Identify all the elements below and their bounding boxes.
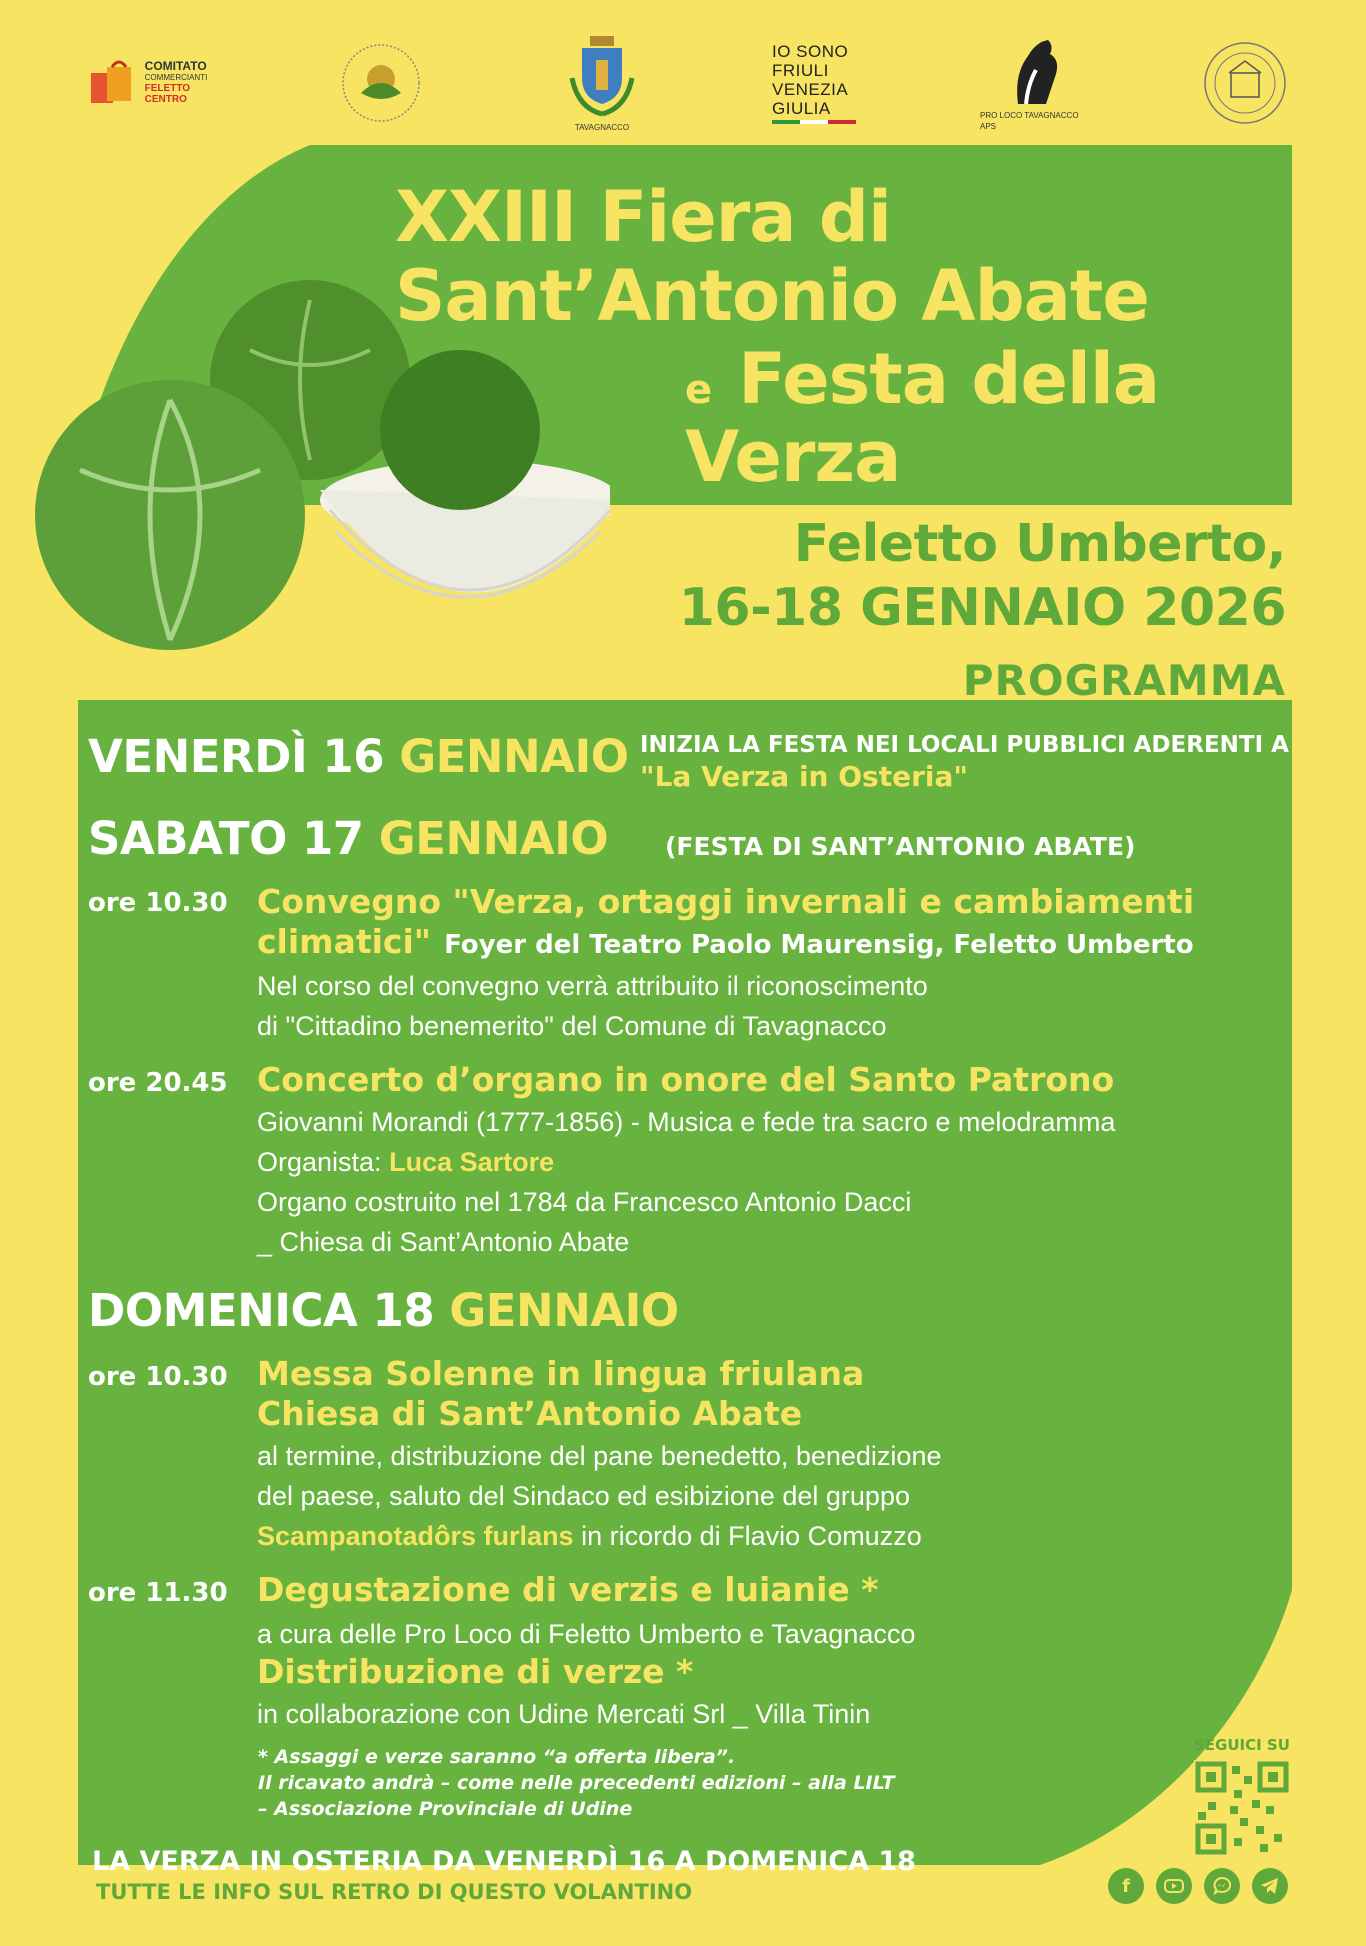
footer-line-2: TUTTE LE INFO SUL RETRO DI QUESTO VOLANTINO <box>92 1880 696 1904</box>
logo-comitato-line3: FELETTO <box>144 83 191 94</box>
sunday-note-3: – Associazione Provinciale di Udine <box>258 1798 633 1820</box>
saturday-ev1-title-row-2 <box>257 922 1194 961</box>
seguici-su-label: SEGUICI SU <box>1194 1736 1290 1754</box>
saturday-ev1-time: ore 10.30 <box>88 888 228 918</box>
saturday-ev1-text-1: Nel corso del convegno verrà attribuito il riconoscimento <box>257 971 928 1001</box>
sunday-ev1-title-1: Messa Solenne in lingua friulana <box>257 1354 865 1393</box>
saturday-ev1-text-2: di "Cittadino benemerito" del Comune di Tavagnacco <box>257 1011 887 1041</box>
logo-proloco-label: PRO LOCO TAVAGNACCO APS <box>980 111 1079 131</box>
logo-tavagnacco-label: TAVAGNACCO <box>574 122 630 132</box>
saturday-ev1-place: Foyer del Teatro Paolo Maurensig, Feletto Umberto <box>444 930 1194 960</box>
title-line-3: Festa della <box>738 338 1160 420</box>
organist-name: Luca Sartore <box>389 1147 555 1177</box>
title-line-3-row <box>685 338 1159 420</box>
saturday-ev2-organist-row <box>257 1142 554 1182</box>
fvg-line-1: IO SONO <box>772 42 849 61</box>
sunday-note-2: Il ricavato andrà – come nelle precedenti edizioni – alla LILT <box>258 1772 895 1794</box>
saturday-ev2-title: Concerto d’organo in onore del Santo Patrono <box>257 1060 1115 1099</box>
sunday-ev2-text-1: a cura delle Pro Loco di Feletto Umberto e Tavagnacco <box>257 1619 916 1649</box>
title-line-2: Sant’Antonio Abate <box>395 255 1149 337</box>
logo-comitato-line1: COMITATO <box>144 59 207 73</box>
saturday-ev1-title-1: Convegno "Verza, ortaggi invernali e cambiamenti <box>257 882 1195 921</box>
sunday-ev1-text-2: del paese, saluto del Sindaco ed esibizione del gruppo <box>257 1481 910 1511</box>
youtube-icon[interactable] <box>1156 1868 1192 1904</box>
sunday-ev2-title-1: Degustazione di verzis e luianie * <box>257 1570 879 1609</box>
sunday-ev1-title-2: Chiesa di Sant’Antonio Abate <box>257 1394 803 1433</box>
event-location: Feletto Umberto, <box>793 514 1286 574</box>
fvg-line-4: GIULIA <box>772 99 831 118</box>
sunday-ev1-time: ore 10.30 <box>88 1362 228 1392</box>
logo-comitato-line4: CENTRO <box>144 94 187 105</box>
group-memorial: in ricordo di Flavio Comuzzo <box>581 1521 922 1551</box>
sunday-day: DOMENICA 18 <box>88 1284 435 1337</box>
friday-month: GENNAIO <box>399 730 629 783</box>
saturday-ev2-text-3: Organo costruito nel 1784 da Francesco Antonio Dacci <box>257 1187 912 1217</box>
organist-label: Organista: <box>257 1147 382 1177</box>
friday-day-label <box>88 730 629 783</box>
programma-heading: PROGRAMMA <box>962 656 1286 705</box>
sunday-ev1-group-row <box>257 1516 922 1556</box>
fvg-line-3: VENEZIA <box>772 80 849 99</box>
telegram-icon[interactable] <box>1252 1868 1288 1904</box>
saturday-ev2-text-4: _ Chiesa di Sant’Antonio Abate <box>257 1227 630 1257</box>
saturday-note: (FESTA DI SANT’ANTONIO ABATE) <box>665 832 1136 861</box>
event-dates: 16-18 GENNAIO 2026 <box>678 578 1286 638</box>
friday-day: VENERDÌ 16 <box>88 730 385 783</box>
fvg-line-2: FRIULI <box>772 61 829 80</box>
sunday-month: GENNAIO <box>449 1284 679 1337</box>
group-name: Scampanotadôrs furlans <box>257 1521 574 1551</box>
friday-desc-2: "La Verza in Osteria" <box>640 760 968 793</box>
saturday-month: GENNAIO <box>378 812 609 865</box>
title-line-4: Verza <box>685 416 901 498</box>
messenger-icon[interactable] <box>1204 1868 1240 1904</box>
saturday-day-label <box>88 812 608 865</box>
title-line-1: XXIII Fiera di <box>395 176 891 258</box>
saturday-ev1-title-2: climatici" <box>257 922 431 961</box>
sunday-ev1-text-1: al termine, distribuzione del pane benedetto, benedizione <box>257 1441 942 1471</box>
title-line-3-e: e <box>685 367 713 413</box>
footer-line-1: LA VERZA IN OSTERIA DA VENERDÌ 16 A DOMENICA 18 <box>92 1846 916 1877</box>
sunday-note-1: * Assaggi e verze saranno “a offerta libera”. <box>258 1746 736 1768</box>
saturday-ev2-time: ore 20.45 <box>88 1068 228 1098</box>
saturday-day: SABATO 17 <box>88 812 364 865</box>
sunday-ev2-title-2: Distribuzione di verze * <box>257 1652 694 1691</box>
sunday-day-label <box>88 1284 679 1337</box>
sunday-ev2-time: ore 11.30 <box>88 1578 228 1608</box>
sunday-ev2-text-2: in collaborazione con Udine Mercati Srl _ Villa Tinin <box>257 1699 871 1729</box>
qr-code-icon[interactable] <box>1194 1760 1290 1856</box>
friday-desc-1: INIZIA LA FESTA NEI LOCALI PUBBLICI ADERENTI A <box>640 732 1289 758</box>
saturday-ev2-text-1: Giovanni Morandi (1777-1856) - Musica e fede tra sacro e melodramma <box>257 1107 1116 1137</box>
logo-comitato-line2: COMMERCIANTI <box>144 73 208 82</box>
facebook-icon[interactable]: f <box>1108 1868 1144 1904</box>
